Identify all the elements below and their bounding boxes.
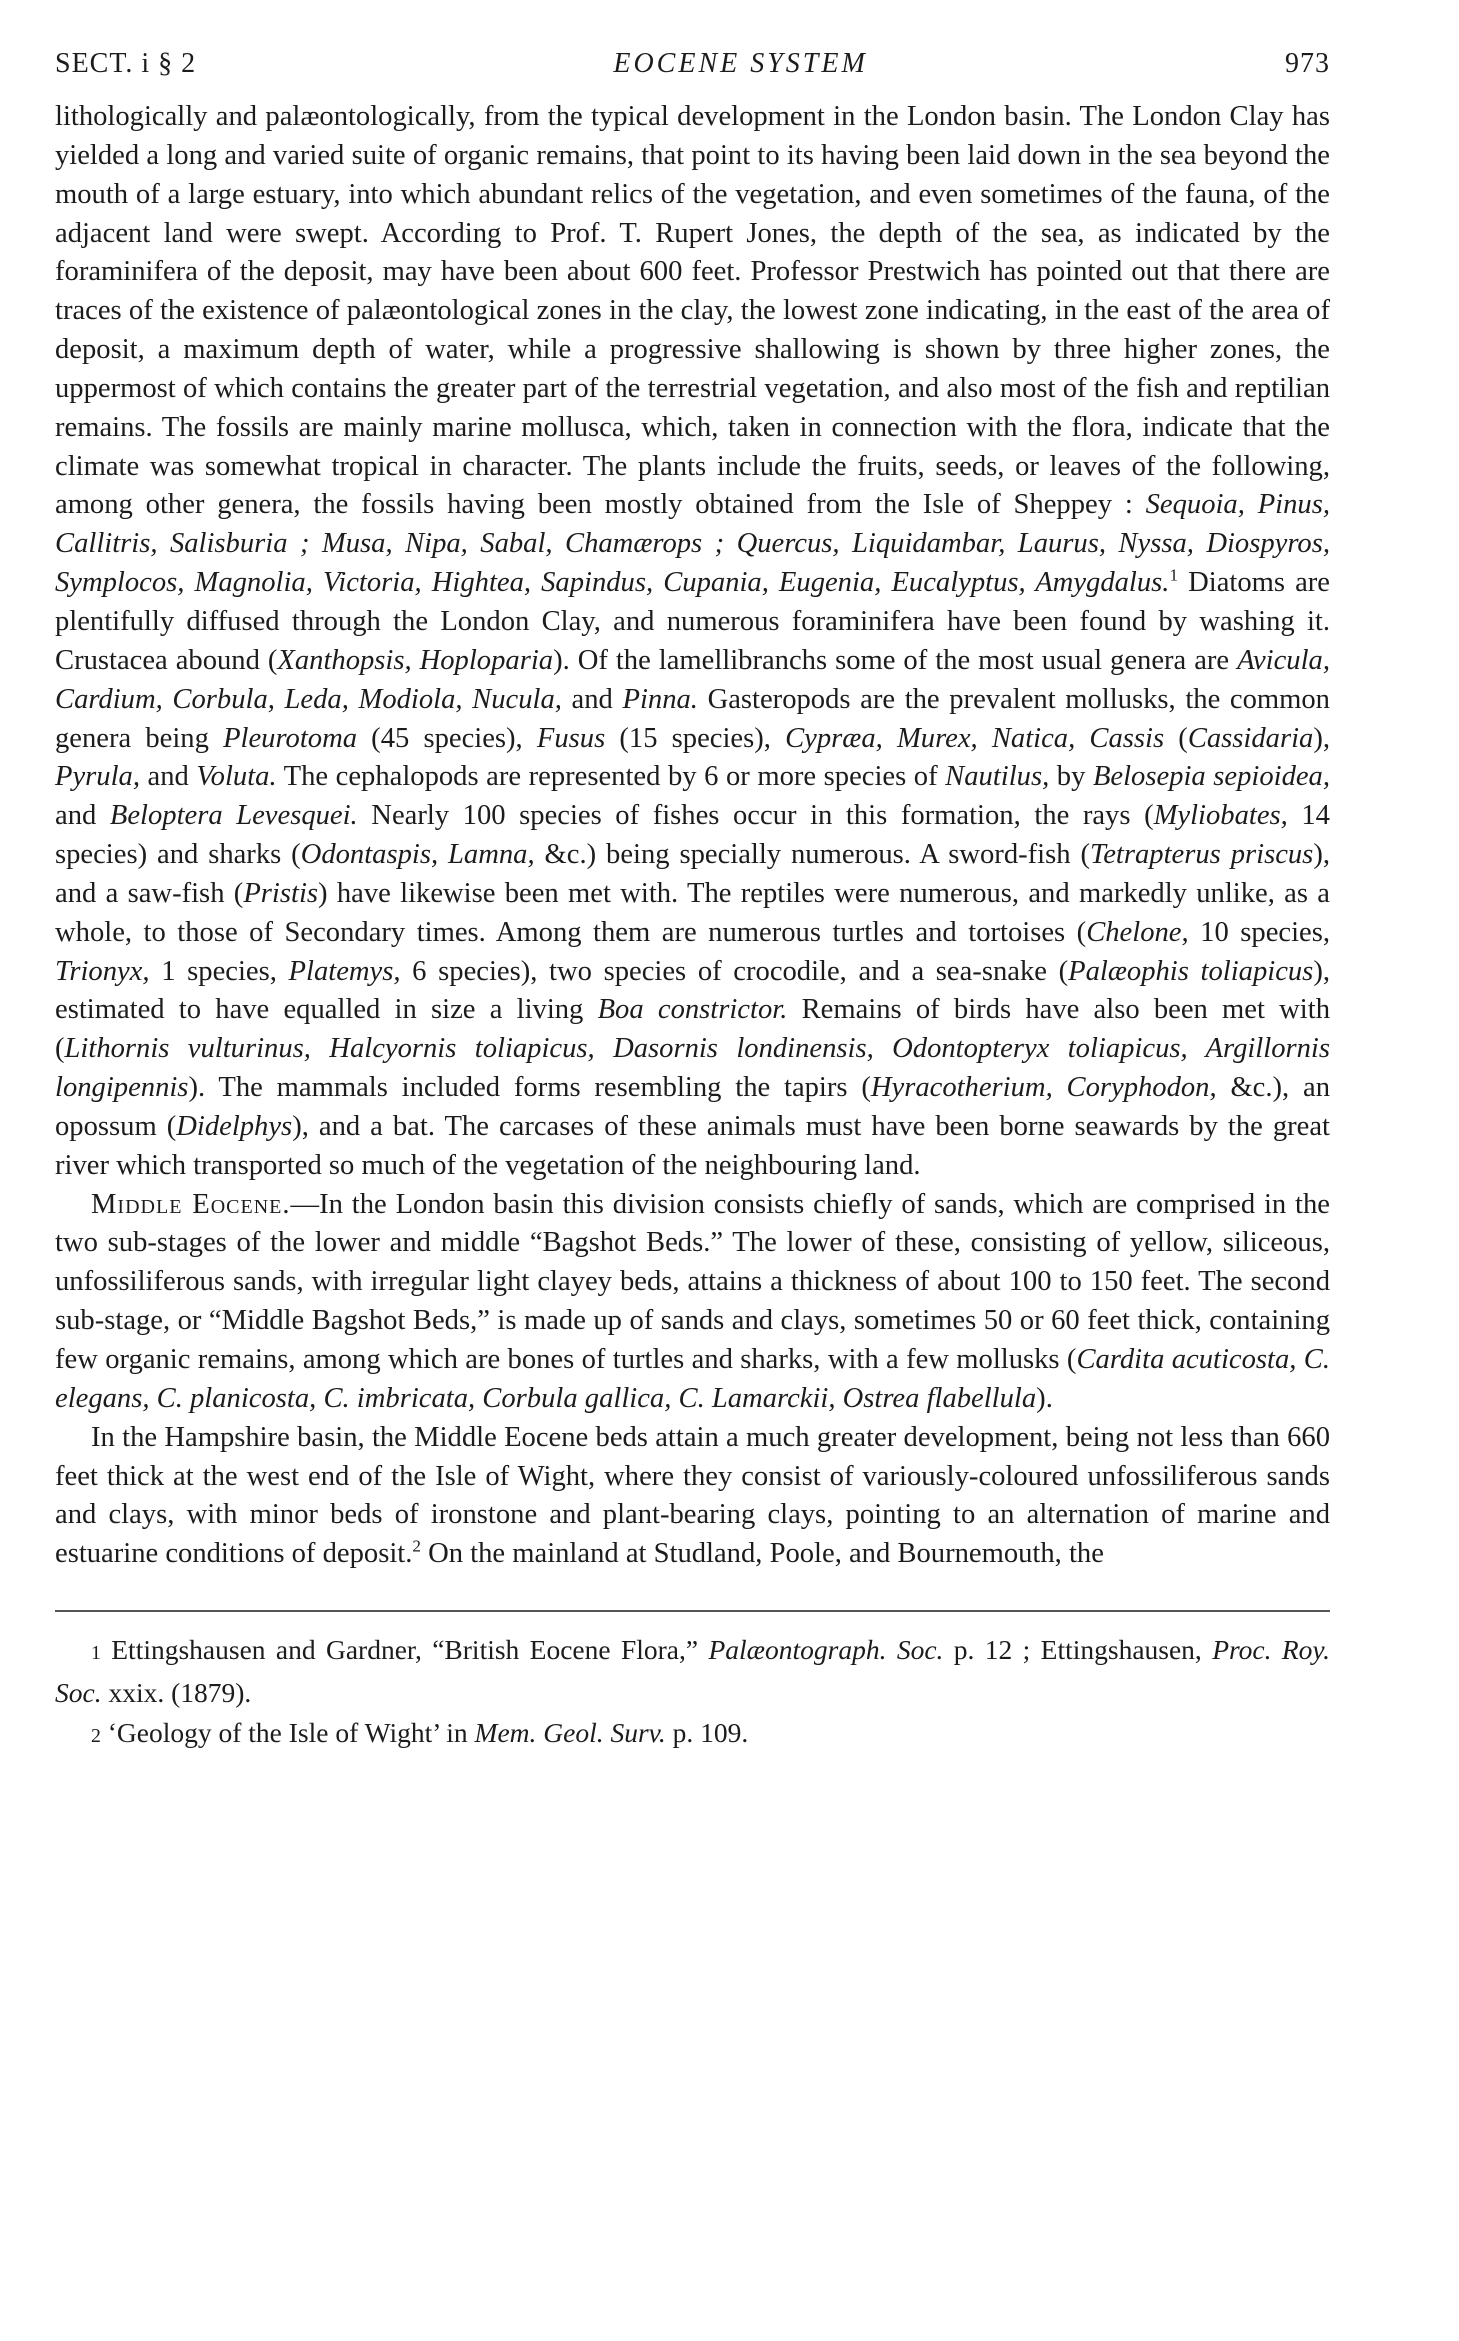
page-number: 973 [1285, 48, 1330, 79]
footnotes [55, 1630, 1330, 1756]
footnote-ref-1[interactable]: 1 [1169, 565, 1179, 585]
footnote-2-number: 2 [91, 1725, 101, 1748]
footnote-divider [55, 1610, 1330, 1612]
body-text [55, 98, 1330, 1574]
footnote-1: 1 Ettingshausen and Gardner, “British Eocene Flora,” Palæontograph. Soc. p. 12 ; Ettingshausen, Proc. Roy. Soc. xxix. (1879). [55, 1634, 1330, 1709]
section-label: SECT. i § 2 [55, 48, 197, 79]
footnote-1-number: 1 [91, 1642, 101, 1665]
paragraph-middle-eocene: Middle Eocene.—In the London basin this division consists chiefly of sands, which are comprised in the two sub-stages of the lower and middle “Bagshot Beds.” The lower of these, consisting of yellow, siliceous, unfossiliferous sands, with irregular light clayey beds, attains a thickness of about 100 to 150 feet. The second sub-stage, or “Middle Bagshot Beds,” is made up of sands and clays, sometimes 50 or 60 feet thick, containing few organic remains, among which are bones of turtles and sharks, with a few mollusks (Cardita acuticosta, C. elegans, C. planicosta, C. imbricata, Corbula gallica, C. Lamarckii, Ostrea flabellula). [55, 1188, 1330, 1414]
paragraph-hampshire-basin: In the Hampshire basin, the Middle Eocene beds attain a much greater development, being not less than 660 feet thick at the west end of the Isle of Wight, where they consist of variously-coloured unfossiliferous sands and clays, with minor beds of ironstone and plant-bearing clays, pointing to an alternation of marine and estuarine conditions of deposit.$^2$ On the mainland at Studland, Poole, and Bournemouth, the [55, 1421, 1330, 1570]
footnote-2: 2 ‘Geology of the Isle of Wight’ in Mem. Geol. Surv. p. 109. [91, 1717, 749, 1749]
running-title: EOCENE SYSTEM [613, 48, 868, 79]
running-header [55, 48, 1330, 80]
paragraph-london-clay: lithologically and palæontologically, from the typical development in the London basin. The London Clay has yielded a long and varied suite of organic remains, that point to its having been laid down in the sea beyond the mouth of a large estuary, into which abundant relics of the vegetation, and even sometimes of the fauna, of the adjacent land were swept. According to Prof. T. Rupert Jones, the depth of the sea, as indicated by the foraminifera of the deposit, may have been about 600 feet. Professor Prestwich has pointed out that there are traces of the existence of palæontological zones in the clay, the lowest zone indicating, in the east of the area of deposit, a maximum depth of water, while a progressive shallowing is shown by three higher zones, the uppermost of which contains the greater part of the terrestrial vegetation, and also most of the fish and reptilian remains. The fossils are mainly marine mollusca, which, taken in connection with the flora, indicate that the climate was somewhat tropical in character. The plants include the fruits, seeds, or leaves of the following, among other genera, the fossils having been mostly obtained from the Isle of Sheppey : Sequoia, Pinus, Callitris, Salisburia ; Musa, Nipa, Sabal, Chamærops ; Quercus, Liquidambar, Laurus, Nyssa, Diospyros, Symplocos, Magnolia, Victoria, Hightea, Sapindus, Cupania, Eugenia, Eucalyptus, Amygdalus.$^1$ Diatoms are plentifully diffused through the London Clay, and numerous foraminifera have been found by washing it. Crustacea abound (Xanthopsis, Hoploparia). Of the lamellibranchs some of the most usual genera are Avicula, Cardium, Corbula, Leda, Modiola, Nucula, and Pinna. Gasteropods are the prevalent mollusks, the common genera being Pleurotoma (45 species), Fusus (15 species), Cypræa, Murex, Natica, Cassis (Cassidaria), Pyrula, and Voluta. The cephalopods are represented by 6 or more species of Nautilus, by Belosepia sepioidea, and Beloptera Levesquei. Nearly 100 species of fishes occur in this formation, the rays (Myliobates, 14 species) and sharks (Odontaspis, Lamna, &c.) being specially numerous. A sword-fish (Tetrapterus priscus), and a saw-fish (Pristis) have likewise been met with. The reptiles were numerous, and markedly unlike, as a whole, to those of Secondary times. Among them are numerous turtles and tortoises (Chelone, 10 species, Trionyx, 1 species, Platemys, 6 species), two species of crocodile, and a sea-snake (Palæophis toliapicus), estimated to have equalled in size a living Boa constrictor. Remains of birds have also been met with (Lithornis vulturinus, Halcyornis toliapicus, Dasornis londinensis, Odontopteryx toliapicus, Argillornis longipennis). The mammals included forms resembling the tapirs (Hyracotherium, Coryphodon, &c.), an opossum (Didelphys), and a bat. The carcases of these animals must have been borne seawards by the great river which transported so much of the vegetation of the neighbouring land. [55, 101, 1331, 1181]
section-heading-middle-eocene: Middle Eocene. [91, 1188, 291, 1220]
footnote-ref-2[interactable]: 2 [412, 1536, 421, 1556]
page [55, 48, 1330, 1756]
